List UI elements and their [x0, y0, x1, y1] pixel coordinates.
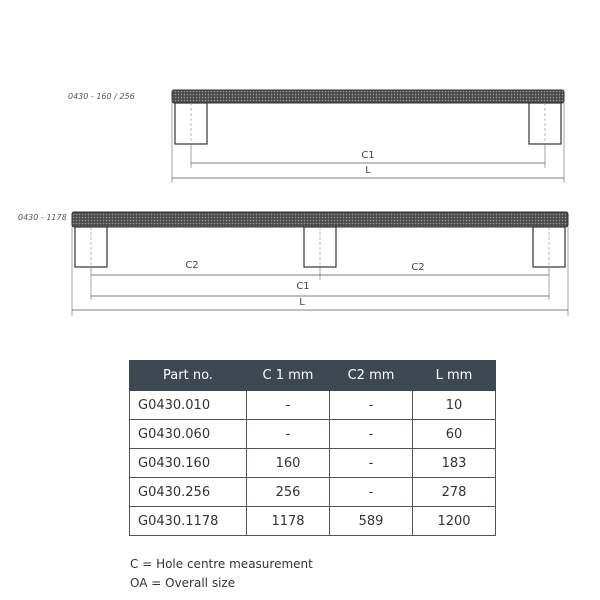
handle-bar [172, 90, 564, 103]
model-label-long: 0430 - 1178 [18, 213, 67, 222]
dimension-label-c2-right: C2 [411, 262, 425, 273]
spec-table [129, 360, 496, 536]
cell-l: 10 [413, 391, 496, 420]
cell-l: 183 [413, 449, 496, 478]
table-row [130, 507, 496, 536]
dimension-label-c1: C1 [296, 281, 310, 292]
cell-l: 278 [413, 478, 496, 507]
dimension-label-c2-left: C2 [185, 260, 199, 271]
header-l: L mm [413, 361, 496, 391]
model-label-short: 0430 - 160 / 256 [68, 92, 135, 101]
cell-part-no: G0430.256 [130, 478, 247, 507]
cell-part-no: G0430.160 [130, 449, 247, 478]
cell-c1: - [247, 391, 330, 420]
handle-drawing-short [172, 90, 564, 183]
dimension-label-c1: C1 [361, 150, 375, 161]
table-row [130, 449, 496, 478]
table-row [130, 391, 496, 420]
cell-c2: - [330, 420, 413, 449]
legend-hole-centre: C = Hole centre measurement [130, 557, 313, 571]
cell-l: 1200 [413, 507, 496, 536]
header-c2: C2 mm [330, 361, 413, 391]
table-row [130, 478, 496, 507]
dimension-label-l: L [365, 165, 371, 176]
handle-drawing-long [72, 212, 568, 316]
cell-c1: 256 [247, 478, 330, 507]
header-c1: C 1 mm [247, 361, 330, 391]
cell-c1: 1178 [247, 507, 330, 536]
table-header-row [130, 361, 496, 391]
cell-l: 60 [413, 420, 496, 449]
legend-overall-size: OA = Overall size [130, 576, 236, 590]
cell-c2: 589 [330, 507, 413, 536]
cell-c1: 160 [247, 449, 330, 478]
cell-c2: - [330, 478, 413, 507]
cell-c2: - [330, 391, 413, 420]
cell-part-no: G0430.060 [130, 420, 247, 449]
handle-bar [72, 212, 568, 227]
cell-c2: - [330, 449, 413, 478]
table-row [130, 420, 496, 449]
dimension-label-l: L [299, 297, 305, 308]
cell-c1: - [247, 420, 330, 449]
cell-part-no: G0430.010 [130, 391, 247, 420]
cell-part-no: G0430.1178 [130, 507, 247, 536]
header-part-no: Part no. [130, 361, 247, 391]
